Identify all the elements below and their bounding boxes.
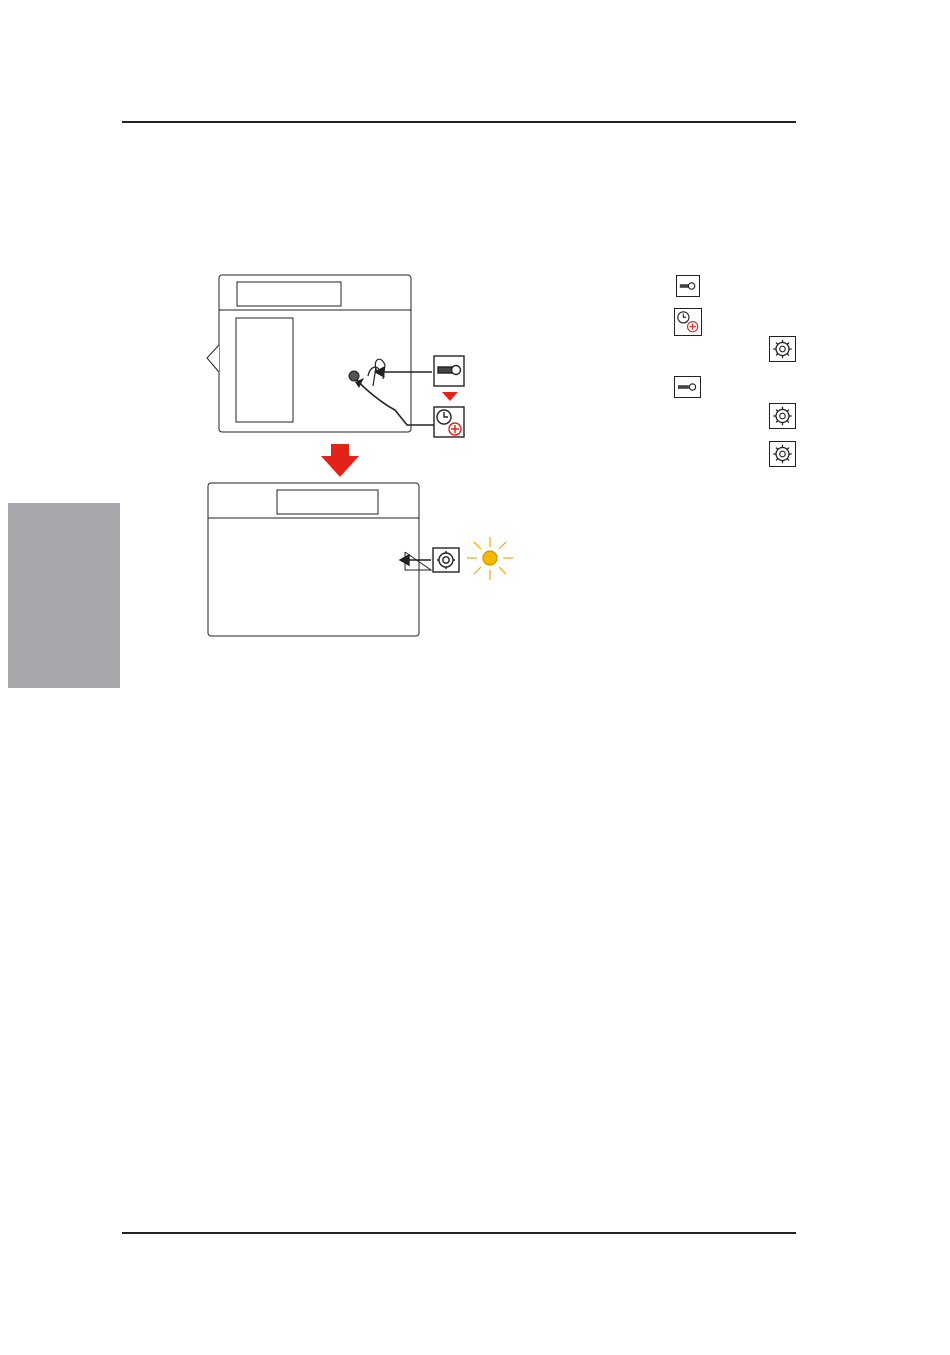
step-3: [579, 376, 796, 434]
glowing-led-icon: [467, 537, 513, 580]
clock-delay-icon: [674, 308, 702, 336]
step-2: [579, 312, 796, 366]
key-icon: [676, 275, 700, 297]
gear-led-icon-3: [769, 441, 796, 467]
clock-delay-icon-figure: [434, 407, 464, 437]
instruction-steps: [579, 276, 796, 473]
footer-rule: [122, 1232, 796, 1234]
panel-level-1: [208, 483, 431, 636]
key-icon-figure: [434, 356, 464, 386]
gear-led-icon: [769, 336, 796, 362]
red-arrow-down-icon: [321, 444, 359, 477]
small-red-arrow-icon: [442, 392, 458, 401]
key-icon-2: [674, 376, 701, 398]
step-1: [579, 276, 796, 300]
step-4: [579, 439, 796, 473]
panel-level-2: [207, 275, 436, 432]
gear-led-icon-2: [769, 403, 796, 429]
